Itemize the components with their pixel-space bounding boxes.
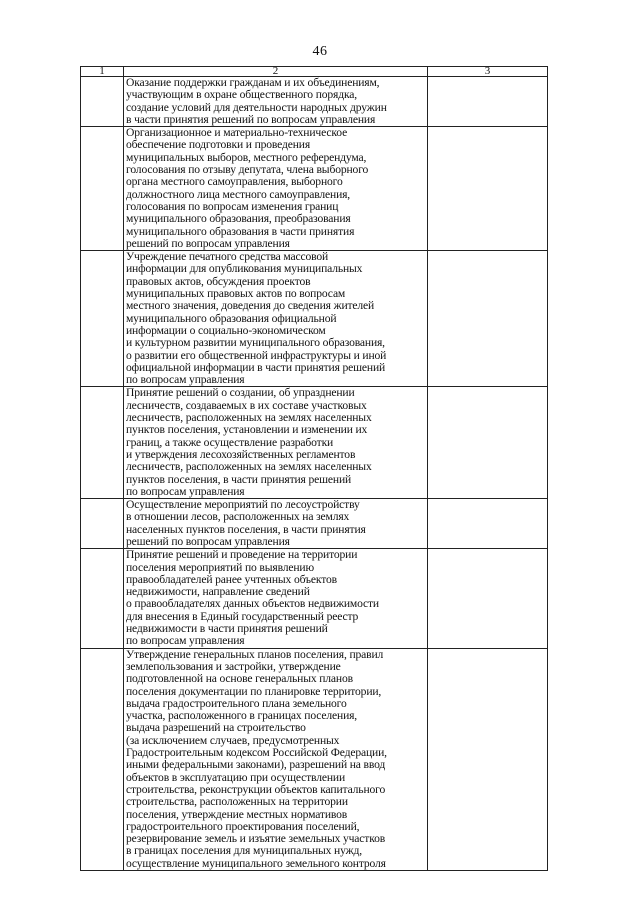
row-col3-cell bbox=[428, 127, 548, 251]
table-row bbox=[81, 499, 548, 549]
row-text: Осуществление мероприятий по лесоустройству в отношении лесов, расположенных на землях населенных пунктов поселения, в части принятия решений по вопросам управления bbox=[126, 498, 366, 548]
row-col1-cell bbox=[81, 127, 124, 251]
table-row bbox=[81, 127, 548, 251]
row-col1-cell bbox=[81, 387, 124, 499]
row-text-cell bbox=[124, 387, 428, 499]
row-text: Утверждение генеральных планов поселения, правил землепользования и застройки, утверждение подготовленной на основе генеральных планов поселения документации по планировке территории, выдача градостроительного плана земельного участка, расположенного в границах поселения, выдача разрешений на строительство (за исключением случаев, предусмотренных Градостроительным кодексом Российской Федерации, иными федеральными законами), разрешений на ввод объектов в эксплуатацию при осуществлении строительства, реконструкции объектов капитального строительства, расположенных на территории поселения, утверждение местных нормативов градостроительного проектирования поселений, резервирование земель и изъятие земельных участков в границах поселения для муниципальных нужд, осуществление муниципального земельного контроля bbox=[126, 647, 387, 870]
row-text-cell bbox=[124, 648, 428, 870]
row-col1-cell bbox=[81, 499, 124, 549]
column-header-1: 1 bbox=[81, 67, 124, 77]
row-col3-cell bbox=[428, 387, 548, 499]
row-col1-cell bbox=[81, 251, 124, 387]
page-number: 46 bbox=[312, 44, 328, 59]
table-row bbox=[81, 77, 548, 127]
column-header-2: 2 bbox=[124, 67, 428, 77]
row-col3-cell bbox=[428, 251, 548, 387]
row-text: Учреждение печатного средства массовой информации для опубликования муниципальных правовых актов, обсуждения проектов муниципальных правовых актов по вопросам местного значения, доведения до сведения жителей муниципального образования официальной информации о социально-экономическом и культурном развитии муниципального образования, о развитии его общественной инфраструктуры и иной официальной информации в части принятия решений по вопросам управления bbox=[126, 250, 387, 387]
row-col1-cell bbox=[81, 648, 124, 870]
row-text: Оказание поддержки гражданам и их объединениям, участвующим в охране общественного порядка, создание условий для деятельности народных дружин в части принятия решений по вопросам управления bbox=[126, 76, 387, 126]
document-table bbox=[80, 66, 548, 871]
table-row bbox=[81, 648, 548, 870]
row-text-cell bbox=[124, 77, 428, 127]
row-col3-cell bbox=[428, 77, 548, 127]
row-col1-cell bbox=[81, 549, 124, 648]
row-col3-cell bbox=[428, 549, 548, 648]
row-text: Организационное и материально-техническое обеспечение подготовки и проведения муниципальных выборов, местного референдума, голосования по отзыву депутата, члена выборного органа местного самоуправления, выборного должностного лица местного самоуправления, голосования по вопросам изменения границ муниципального образования, преобразования муниципального образования в части принятия решений по вопросам управления bbox=[126, 126, 369, 250]
column-header-3: 3 bbox=[428, 67, 548, 77]
row-text-cell bbox=[124, 251, 428, 387]
row-col3-cell bbox=[428, 499, 548, 549]
table-row bbox=[81, 387, 548, 499]
table-header-row bbox=[81, 67, 548, 77]
row-text: Принятие решений и проведение на территории поселения мероприятий по выявлению правообладателей ранее учтенных объектов недвижимости, направление сведений о правообладателях данных объектов недвижимости для внесения в Единый государственный реестр недвижимости в части принятия решений по вопросам управления bbox=[126, 548, 379, 648]
row-text: Принятие решений о создании, об упразднении лесничеств, создаваемых в их составе участковых лесничеств, расположенных на землях населенных пунктов поселения, установлении и изменении их границ, а также осуществление разработки и утверждения лесохозяйственных регламентов лесничеств, расположенных на землях населенных пунктов поселения, в части принятия решений по вопросам управления bbox=[126, 386, 372, 498]
row-text-cell bbox=[124, 499, 428, 549]
row-col3-cell bbox=[428, 648, 548, 870]
table-row bbox=[81, 251, 548, 387]
row-text-cell bbox=[124, 127, 428, 251]
row-text-cell bbox=[124, 549, 428, 648]
table-row bbox=[81, 549, 548, 648]
row-col1-cell bbox=[81, 77, 124, 127]
